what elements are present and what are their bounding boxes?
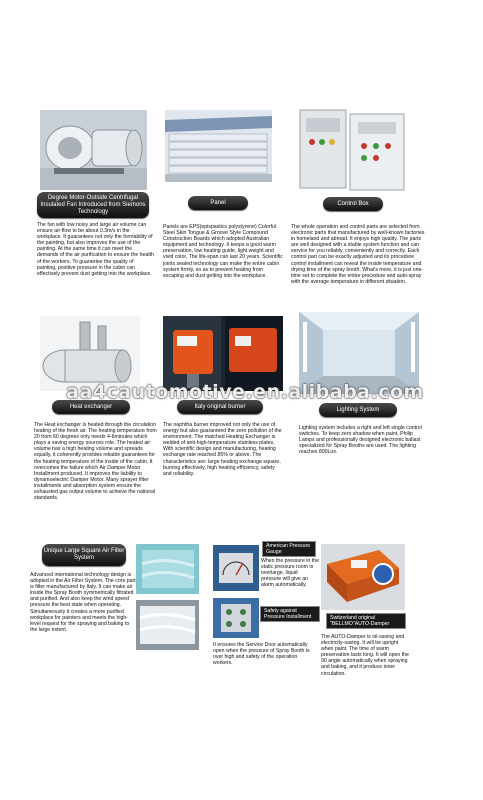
- pressure-gauge-description: When the pressure in the static pressure room is overlarge, liquid pressure will give an alarm automatically.: [261, 558, 319, 589]
- fan-photo: [40, 110, 147, 190]
- panel-label: Panel: [188, 196, 248, 210]
- air-filter-label: Unique Large Square Air Filter System: [42, 544, 126, 566]
- fan-description: The fan with low noisy and large air volume can ensure air-flow to be about 0.3m/s in the workplace. It guarantees not only the formability of the painting, but also improves the use of the painting. At the same time it can meet the demands of the air purification to ensure the health of the workers. To guarantee the quality of painting, positive pressure in the cabin can effectively prevent dust getting into the workplace.: [37, 222, 154, 277]
- watermark: aa4cautomotive.en.alibaba.com: [66, 381, 424, 403]
- control-box-label: Control Box: [323, 197, 383, 211]
- air-filter-description: Advanced international technology design is adopted in the Air Filter System. The core part is filter manufactured by Italy. It can make air inside the Spray Booth symmetrically filtrated and purified. And also keep the wind speed pressure the best state when operating. Simultaneously it creates a more purified workplace for painters and meets the high-level request for the spraying and baking to the large extent.: [30, 572, 136, 633]
- burner-label: Italy original burner: [177, 400, 263, 414]
- heat-exchanger-label: Heat exchanger: [52, 400, 130, 414]
- lighting-description: Lighting system includes a right and left single control switches. To keep zero shadow when paint, Philip Lamps and professionally designed electronic ballast specialized for Spray Booths are used. The lighting reaches 800Lux.: [299, 425, 422, 456]
- auto-damper-description: The AUTO-Damper is oil-saving and electricity-saving. It will be upright when paint. The time of warm preservation lasts long. It will open the 90 angle automatically when spraying and baking, and it produce inner circulation.: [321, 634, 409, 677]
- filter-photo-bottom: [136, 600, 199, 650]
- control-box-description: The whole operation and control parts are selected from electronic parts that manufactured by well-known factories in homeland and abroad. It enjoys high quality. The parts are well designed with a stable system function and can service for you reliably, conveniently and correctly. Each control part can be exactly adjusted and its procedure control installment can reveal the inside temperature and drying time of the spray booth. What's more, it is just one-time set to complete the entire procedure and auto-spray with the average temperature in different situation.: [291, 224, 425, 285]
- heat-exchanger-description: The Heat exchanger is heated through the circulation heating of the fresh air. The heating temperature from 20 from 60 degrees only needs 4-6minutes which plays a saving energy sources role. The heated air volume has a high heating volume and spreads equally, it coherently provides reliable guarantees for the heating temperature of the inside of the cabin. It overcomes the failure which Air Damper Motor Installment produced. It improves the liability to dynamoelectric Damper Motor. Many sprayer filter installments and absorption system ensure the exhausted gas output volume to achieve the national standards.: [34, 422, 157, 502]
- heat-exchanger-photo: [40, 316, 140, 391]
- safety-pressure-photo: [213, 598, 259, 638]
- fan-label: Degree Motor-Outside Centrifugal Insulated Fan Introduced from Siemons Technology: [37, 192, 149, 218]
- panel-photo: [165, 110, 272, 182]
- burner-description: The naphtha burner improved not only the use of energy but also guaranteed the zero pollution of the environment. The matched Heating Exchanger is welded of anti-high-temperature stainless plates. With scientific design and manufacturing, heating exchange rate reached 85% or above. The characteristics are: large heating exchange square, burning effectively, high heating efficiency, safety and reliability.: [163, 422, 282, 477]
- pressure-gauge-label: American Pressure Gauge: [262, 541, 316, 557]
- auto-damper-photo: [321, 544, 405, 610]
- auto-damper-label: Switzerland original "BELLMO"AUTO-Damper: [326, 613, 406, 629]
- safety-pressure-description: It ensures the Service Door automatically open when the pressure of Spray Booth is over high and safety of the operation workers.: [213, 642, 310, 667]
- lighting-label: Lighting System: [319, 403, 397, 417]
- burner-photo: [163, 316, 283, 391]
- filter-photo-top: [136, 544, 199, 594]
- safety-pressure-label: Safety against Pressure Installment: [260, 606, 320, 622]
- panel-description: Panels are EPS(epispastics polystyrene) Colorful Steel Skin Tongue & Groove Style Compound Construction Boards which adopted Australian equipment and technology. It keeps a good warm preservation, low heating guide, light weight and vivid color. The life-span can last 20 years. Scientific joints sealed technology can make the entire cabin system firmly, so as to prevent heating from escaping and dust getting into the workplace.: [163, 224, 283, 279]
- control-box-photo: [298, 108, 406, 192]
- pressure-gauge-photo: [213, 545, 259, 591]
